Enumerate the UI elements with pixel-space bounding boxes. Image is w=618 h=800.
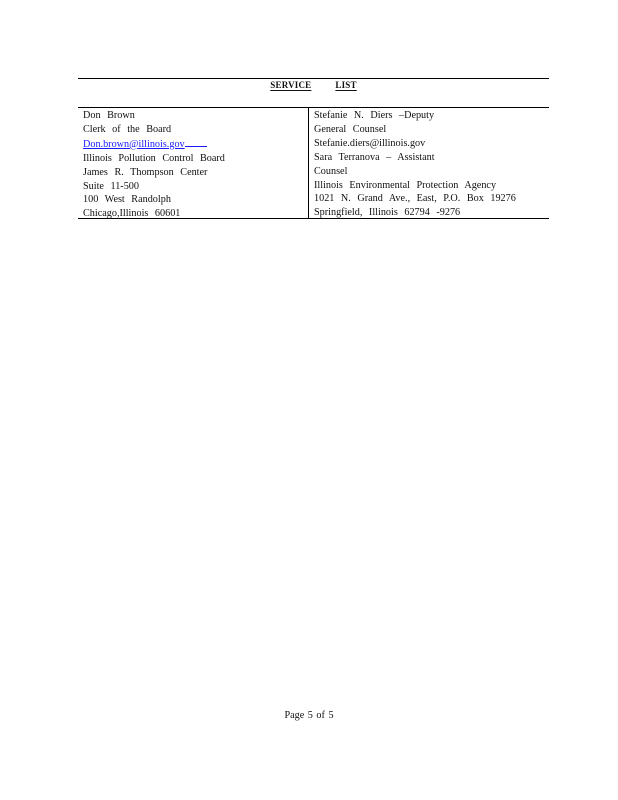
recipient-name: Don Brown	[83, 110, 135, 121]
page-number: Page 5 of 5	[284, 710, 334, 721]
recipient-title-2: Counsel	[314, 165, 348, 177]
service-list-right-column	[309, 108, 549, 218]
recipient-email-line	[83, 137, 308, 152]
recipient-organization-2: Illinois Environmental Protection Agency	[314, 179, 497, 191]
recipient-name-2: Sara Terranova – Assistant	[314, 151, 435, 163]
recipient-street: 100 West Randolph	[83, 194, 171, 206]
recipient-title-1: General Counsel	[314, 123, 387, 135]
recipient-name-1: Stefanie N. Diers –Deputy	[314, 110, 435, 121]
recipient-email-1: Stefanie.diers@illinois.gov	[314, 137, 426, 149]
recipient-title: Clerk of the Board	[83, 123, 172, 135]
service-list-title-word-1: SERVICE	[270, 80, 312, 90]
top-horizontal-rule	[78, 78, 549, 79]
recipient-city: Chicago,Illinois 60601	[83, 208, 181, 220]
recipient-email-link[interactable]: Don.brown@illinois.gov	[83, 138, 185, 150]
service-list-title	[78, 80, 549, 90]
recipient-suite: Suite 11-500	[83, 180, 139, 192]
service-list-title-word-2: LIST	[335, 80, 357, 90]
recipient-city-2: Springfield, Illinois 62794 -9276	[314, 207, 461, 219]
recipient-organization: Illinois Pollution Control Board	[83, 152, 225, 164]
service-list-table	[78, 107, 549, 219]
service-list-left-column	[78, 108, 309, 218]
recipient-building: James R. Thompson Center	[83, 166, 208, 178]
email-underline-tail	[185, 137, 207, 147]
recipient-street-2: 1021 N. Grand Ave., East, P.O. Box 19276	[314, 193, 516, 205]
